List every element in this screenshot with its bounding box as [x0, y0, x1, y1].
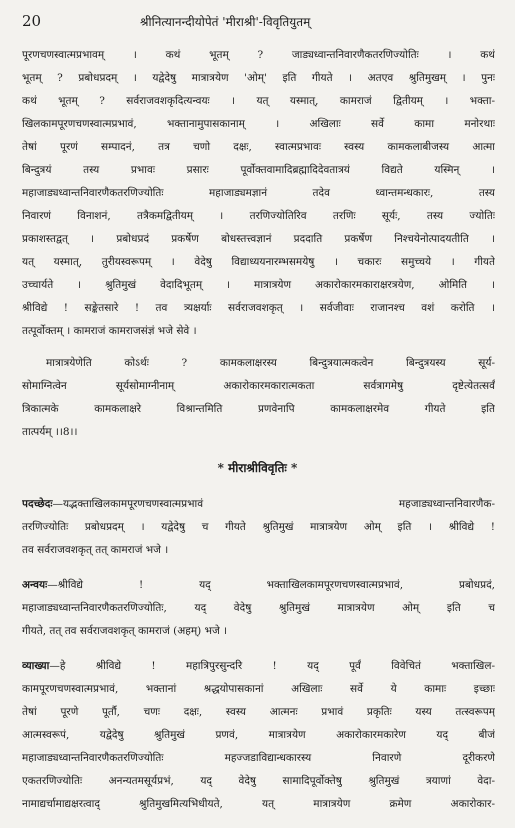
- padaccheda-label: पदच्छेदः: [22, 498, 53, 510]
- padaccheda-text: —यद्भक्ताखिलकामपूरणचणस्वात्मप्रभावं महजाड्यध्वान्तनिवारणैक-: [52, 498, 495, 510]
- vyakhya-line: एकतरणिज्योतिः अनन्यतमसूर्यप्रभं, यद् वेदेषु सामादिपूर्वोक्तेषु श्रुतिमुखं त्रयाणां वेदा-: [22, 775, 495, 787]
- note-line: त्रिकात्मके कामकलाक्षरे विश्रान्तमिति प्रणवेनापि कामकलाक्षरमेव गीयते इति: [22, 403, 495, 415]
- note-line: मात्रात्रयेणेति कोऽर्थः ? कामकलाक्षरस्य बिन्दुत्रयात्मकत्वेन बिन्दुत्रयस्य सूर्य-: [46, 357, 495, 369]
- commentary-line: यत् यस्मात्, तुरीयस्वरूपम् । वेदेषु विद्याध्ययनारम्भसमयेषु । चकारः समुच्चये । गीयते: [22, 256, 495, 268]
- commentary-line: बिन्दुत्रयं तस्य प्रभावः प्रसारः पूर्वोक्तवामादिब्रह्मादिदेवतात्रयं विद्यते यस्मिन् ।: [22, 164, 495, 176]
- padaccheda-line: [22, 497, 495, 511]
- commentary-line: तेषां पूरणं सम्पादनं, तत्र चणो दक्षः, स्वात्मप्रभावः स्वस्य कामकलाबीजस्य आत्मा: [22, 141, 495, 153]
- padaccheda-line: तरणिज्योतिः प्रबोधप्रदम् । यद्वेदेषु च गीयते श्रुतिमुखं मात्रात्रयेण ओम् इति । श्रीविद्ये !: [22, 521, 495, 533]
- anvaya-line: [22, 578, 495, 592]
- vyakhya-line: [22, 659, 495, 673]
- page-header: [0, 8, 515, 34]
- vyakhya-line: नामाद्यर्चामाद्यक्षरत्वाद् श्रुतिमुखमित्यभिधीयते, यत् मात्रात्रयेण क्रमेण अकारोकार-: [22, 798, 495, 810]
- vyakhya-line: आत्मस्वरूपं, यद्वेदेषु श्रुतिमुखं प्रणवं, मात्रात्रयेण अकारोकारमकारेण यद् बीजं: [22, 729, 495, 741]
- commentary-line: कथं भूतम् ? सर्वराजवशकृदित्यन्वयः । यत् यस्मात्, कामराजं द्वितीयम् । भक्ता-: [22, 95, 495, 107]
- commentary-line: तत्पूर्वोक्तम् । कामराजं कामराजसंज्ञं भजे सेवे ।: [22, 325, 197, 337]
- anvaya-text: —श्रीविद्ये ! यद् भक्ताखिलकामपूरणचणस्वात्मप्रभावं, प्रबोधप्रदं,: [47, 579, 495, 591]
- commentary-line: पूरणचणस्वात्मप्रभावम् । कथं भूतम् ? जाड्यध्वान्तनिवारणैकतरणिज्योतिः । कथं: [22, 49, 495, 61]
- commentary-line: खिलकामपूरणचणस्वात्मप्रभावं, भक्तानामुपासकानाम् । अखिलाः सर्वे कामा मनोरथाः: [22, 118, 495, 130]
- vyakhya-line: तेषां पूरणे पूर्तौ, चणः दक्षः, स्वस्य आत्मनः प्रभावं प्रकृतिः यस्य तत्स्वरूपम्: [22, 706, 495, 718]
- note-line: सोमाग्नित्वेन सूर्यसोमाग्नीनाम् अकारोकारमकारात्मकता सर्वत्रागमेषु दृष्टेत्येतत्सर्वं: [22, 380, 495, 392]
- commentary-line: भूतम् ? प्रबोधप्रदम् । यद्वेदेषु मात्रात्रयेण 'ओम्' इति गीयते । अतएव श्रुतिमुखम् । पुनः: [22, 72, 495, 84]
- note-line: तात्पर्यम् ।।8।।: [22, 426, 78, 438]
- page-number: 20: [22, 12, 42, 30]
- commentary-line: महाजाड्यध्वान्तनिवारणैकतरणिज्योतिः महाजाड्यमज्ञानं तदेव ध्वान्तमन्धकारः, तस्य: [22, 187, 495, 199]
- anvaya-line: महाजाड्यध्वान्तनिवारणैकतरणिज्योतिः, यद् वेदेषु श्रुतिमुखं मात्रात्रयेण ओम् इति च: [22, 602, 495, 614]
- vyakhya-text: —हे श्रीविद्ये ! महात्रिपुरसुन्दरि ! यद् पूर्वं विवेचितं भक्ताखिल-: [49, 660, 495, 672]
- anvaya-label: अन्वयः: [22, 579, 48, 591]
- running-title: श्रीनित्यानन्दीयोपेतं 'मीराश्री'-विवृतियुतम्: [140, 15, 311, 29]
- commentary-line: प्रकाशस्तद्वत् । प्रबोधप्रदं प्रकर्षेण बोधस्तत्त्वज्ञानं प्रददाति प्रकर्षेण निश्चयेनोत्पादयतीति ।: [22, 233, 495, 245]
- commentary-line: निवारणं विनाशनं, तत्रैकमद्वितीयम् । तरणिज्योतिरिव तरणिः सूर्यः, तस्य ज्योतिः: [22, 210, 495, 222]
- vyakhya-label: व्याख्या: [22, 660, 50, 672]
- vyakhya-line: कामपूरणचणस्वात्मप्रभावं, भक्तानां श्रद्धयोपासकानां अखिलाः सर्वे ये कामाः इच्छाः: [22, 683, 495, 695]
- vyakhya-line: महाजाड्यध्वान्तनिवारणैकतरणिज्योतिः महज्जडाविद्यान्धकारस्य निवारणे दूरीकरणे: [22, 752, 495, 764]
- commentary-line: श्रीविद्ये ! सङ्केतसारे ! तव त्र्यक्षर्याः सर्वराजवशकृत् । सर्वजीवाः राजानश्च वशं करोति ।: [22, 302, 495, 314]
- commentary-line: उच्चार्यते । श्रुतिमुखं वेदादिभूतम् । मात्रात्रयेण अकारोकारमकाराक्षरत्रयेण, ओमिति ।: [22, 279, 495, 291]
- anvaya-line: गीयते, तत् तव सर्वराजवशकृत् कामराजं (अहम्) भजे ।: [22, 625, 228, 637]
- section-title: * मीराश्रीविवृतिः *: [217, 461, 298, 475]
- padaccheda-line: तव सर्वराजवशकृत् तत् कामराजं भजे ।: [22, 544, 169, 556]
